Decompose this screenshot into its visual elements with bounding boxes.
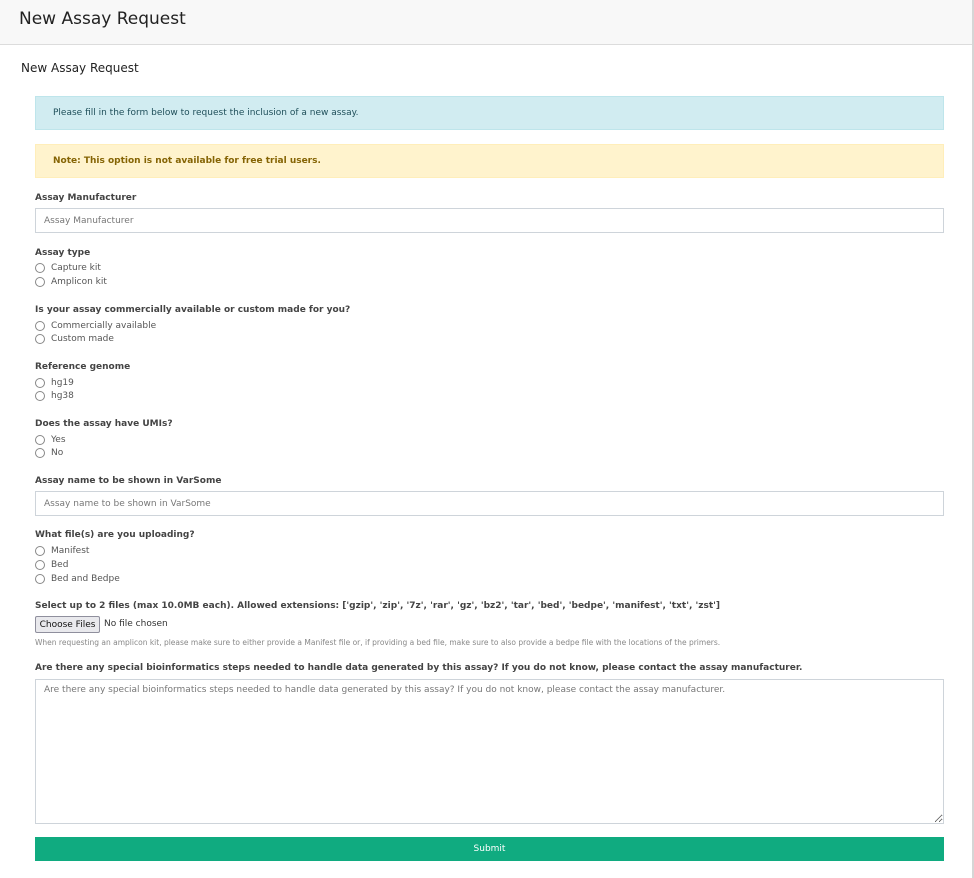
manufacturer-input[interactable] xyxy=(35,208,944,233)
radio-circle[interactable] xyxy=(35,546,45,556)
radio-amplicon-kit[interactable] xyxy=(35,276,107,288)
radio-umis-yes[interactable] xyxy=(35,434,66,446)
page-title: New Assay Request xyxy=(19,9,186,29)
radio-capture-kit[interactable] xyxy=(35,262,101,274)
radio-custom-made[interactable] xyxy=(35,333,114,345)
radio-circle[interactable] xyxy=(35,277,45,287)
submit-button[interactable]: Submit xyxy=(35,837,944,861)
radio-circle[interactable] xyxy=(35,321,45,331)
section-title: New Assay Request xyxy=(21,61,139,75)
radio-circle[interactable] xyxy=(35,574,45,584)
info-alert: Please fill in the form below to request the inclusion of a new assay. xyxy=(35,96,944,130)
top-bar xyxy=(0,0,972,45)
genome-label: Reference genome xyxy=(35,362,131,372)
radio-hg38[interactable] xyxy=(35,390,74,402)
radio-circle[interactable] xyxy=(35,378,45,388)
radio-label: Manifest xyxy=(51,546,90,556)
radio-label: Bed xyxy=(51,560,69,570)
umis-label: Does the assay have UMIs? xyxy=(35,419,173,429)
files-type-label: What file(s) are you uploading? xyxy=(35,530,195,540)
radio-bed-and-bedpe[interactable] xyxy=(35,573,120,585)
radio-bed[interactable] xyxy=(35,559,68,571)
bioinfo-textarea[interactable] xyxy=(35,679,944,824)
radio-circle[interactable] xyxy=(35,263,45,273)
manufacturer-label: Assay Manufacturer xyxy=(35,193,137,203)
radio-circle[interactable] xyxy=(35,448,45,458)
radio-label: Capture kit xyxy=(51,263,101,273)
bioinfo-label: Are there any special bioinformatics steps needed to handle data generated by this assay? If you do not know, please contact the assay manufacturer. xyxy=(35,663,803,673)
upload-help-text: When requesting an amplicon kit, please make sure to either provide a Manifest file or, if providing a bed file, make sure to also provide a bedpe file with the locations of the primers. xyxy=(35,638,721,647)
radio-hg19[interactable] xyxy=(35,377,74,389)
radio-label: Amplicon kit xyxy=(51,277,107,287)
radio-label: Yes xyxy=(51,435,66,445)
assay-name-input[interactable] xyxy=(35,491,944,516)
assay-name-label: Assay name to be shown in VarSome xyxy=(35,476,222,486)
radio-circle[interactable] xyxy=(35,391,45,401)
radio-label: No xyxy=(51,448,64,458)
radio-label: Custom made xyxy=(51,334,114,344)
assay-type-label: Assay type xyxy=(35,248,91,258)
radio-label: hg19 xyxy=(51,378,74,388)
file-status: No file chosen xyxy=(104,619,168,629)
radio-manifest[interactable] xyxy=(35,545,89,557)
choose-files-button[interactable]: Choose Files xyxy=(35,616,100,633)
radio-label: Bed and Bedpe xyxy=(51,574,120,584)
radio-circle[interactable] xyxy=(35,560,45,570)
radio-commercially-available[interactable] xyxy=(35,320,156,332)
upload-label: Select up to 2 files (max 10.0MB each). Allowed extensions: ['gzip', 'zip', '7z', 'rar', 'gz', 'bz2', 'tar', 'bed', 'bedpe', 'manifest', 'txt', 'zst'] xyxy=(35,601,721,611)
availability-label: Is your assay commercially available or custom made for you? xyxy=(35,305,351,315)
radio-label: hg38 xyxy=(51,391,74,401)
radio-circle[interactable] xyxy=(35,334,45,344)
radio-label: Commercially available xyxy=(51,321,157,331)
radio-circle[interactable] xyxy=(35,435,45,445)
warning-alert: Note: This option is not available for free trial users. xyxy=(35,144,944,178)
radio-umis-no[interactable] xyxy=(35,447,63,459)
